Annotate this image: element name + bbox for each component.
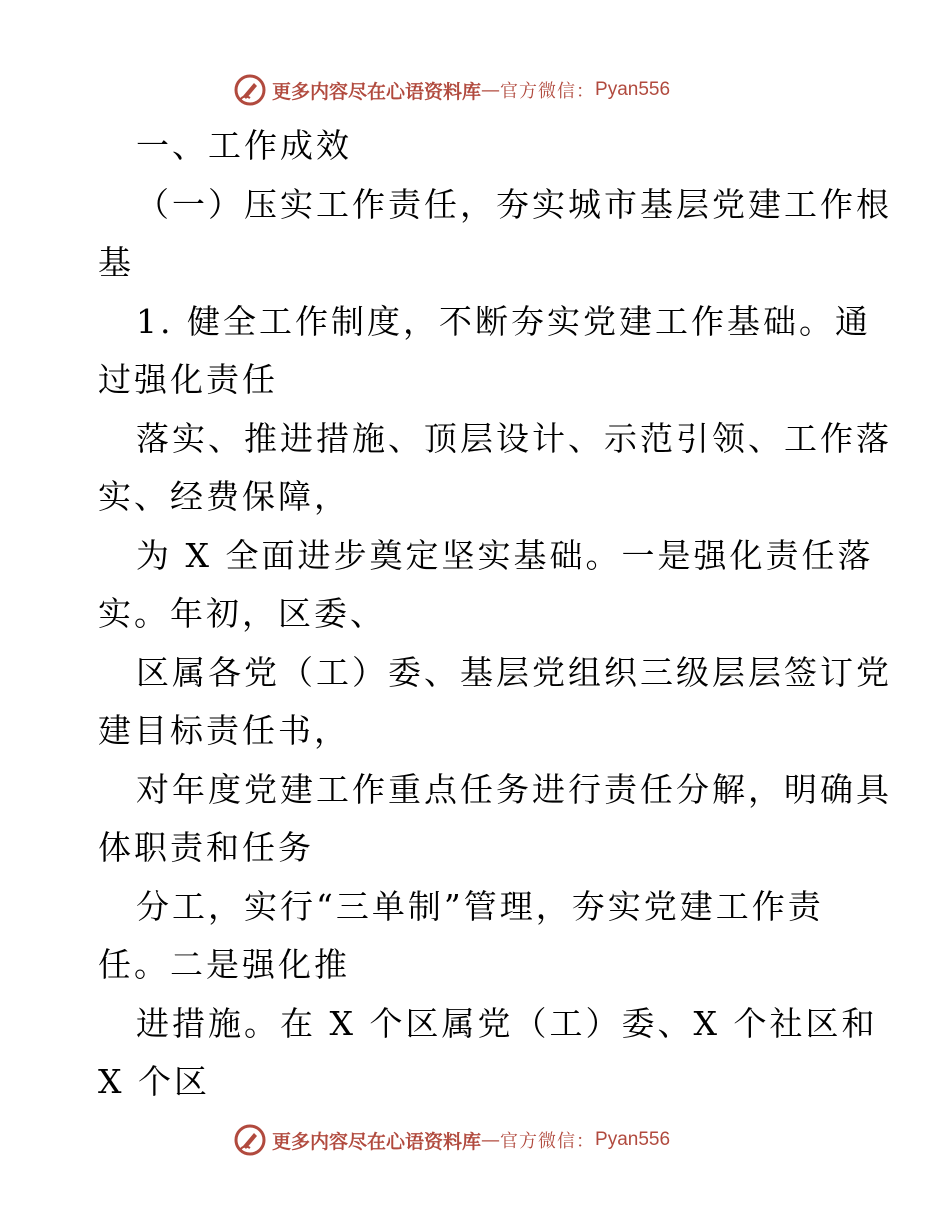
banner-title: 更多内容尽在心语资料库	[272, 1130, 482, 1153]
text-line: 对年度党建工作重点任务进行责任分解，明确具	[136, 770, 892, 809]
text-line: 建目标责任书，	[98, 711, 350, 750]
banner-wechat-label: 官方微信：	[500, 81, 596, 102]
banner-wechat-id: Pyan556	[595, 79, 671, 100]
banner-title: 更多内容尽在心语资料库	[272, 80, 482, 103]
subsection-heading-cont: 基	[98, 243, 134, 282]
header-banner	[234, 72, 754, 108]
subsection-heading: （一）压实工作责任，夯实城市基层党建工作根	[136, 185, 892, 224]
footer-banner	[234, 1122, 754, 1158]
text-line: 1. 健全工作制度，不断夯实党建工作基础。通	[136, 302, 871, 341]
banner-dash: —	[481, 79, 501, 101]
section-heading: 一、工作成效	[136, 126, 352, 165]
text-line: 进措施。在 X 个区属党（工）委、X 个社区和	[136, 1004, 878, 1043]
text-line: 为 X 全面进步奠定坚实基础。一是强化责任落	[136, 536, 874, 575]
banner-wechat-id: Pyan556	[595, 1129, 671, 1150]
text-line: 任。二是强化推	[98, 945, 350, 984]
banner-dash: —	[481, 1129, 501, 1151]
text-line: 分工，实行“三单制”管理，夯实党建工作责	[136, 887, 824, 926]
text-line: 过强化责任	[98, 360, 278, 399]
text-line: 区属各党（工）委、基层党组织三级层层签订党	[136, 653, 892, 692]
text-line: X 个区	[98, 1062, 210, 1101]
text-line: 实、经费保障，	[98, 477, 350, 516]
logo-icon	[234, 1124, 266, 1156]
banner-wechat-label: 官方微信：	[500, 1131, 596, 1152]
text-line: 体职责和任务	[98, 828, 314, 867]
text-line: 实。年初，区委、	[98, 594, 386, 633]
text-line: 落实、推进措施、顶层设计、示范引领、工作落	[136, 419, 892, 458]
logo-icon	[234, 74, 266, 106]
